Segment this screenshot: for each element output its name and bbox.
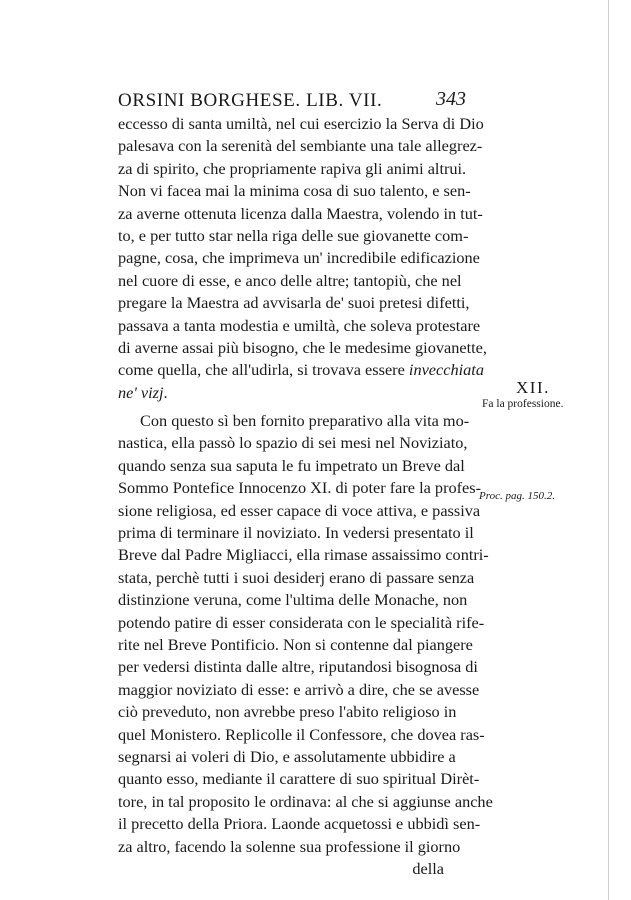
text-line: Breve dal Padre Migliacci, ella rimase assaissimo contri- [118,545,489,565]
text-line: passava a tanta modestia e umiltà, che soleva protestare [118,315,481,335]
margin-reference: Proc. pag. 150.2. [479,490,555,502]
text-line: eccesso di santa umiltà, nel cui esercizio la Serva di Dio [118,114,484,133]
text-line: quel Monistero. Replicolle il Confessore, che dovea ras- [118,724,485,744]
text-line: pagne, cosa, che imprimeva un' incredibile edificazione [118,248,480,268]
text-line [118,359,484,381]
text-line: potendo patire di esser considerata con le specialità rife- [118,612,485,632]
end-punctuation: . [163,382,168,402]
running-title: ORSINI BORGHESE. LIB. VII. [118,90,383,111]
text-line: segnarsi ai voleri di Dio, e assolutamente ubbidire a [118,746,456,766]
text-line: Con questo sì ben fornito preparativo alla vita mo- [140,411,470,431]
text-line: quando senza sua saputa le fu impetrato un Breve dal [118,455,465,475]
text-line: stata, perchè tutti i suoi desiderj erano di passare senza [118,567,475,587]
catchword: della [412,858,444,878]
text-line: sione religiosa, ed esser capace di voce attiva, e passiva [118,500,481,520]
text-line: maggior noviziato di esse: e arrivò a dire, che se avesse [118,679,480,699]
page-edge [608,0,609,900]
text-line: to, e per tutto star nella riga delle sue giovanette com- [118,225,469,245]
text-line: nel cuore di esse, e anco delle altre; tantopiù, che nel [118,270,462,290]
text-segment: come quella, che all'udirla, si trovava essere [118,360,405,380]
text-line: di averne assai più bisogno, che le medesime giovanette, [118,337,487,357]
text-line: za di spirito, che propriamente rapiva gli animi altrui. [118,158,467,178]
text-line: distinzione veruna, come l'ultima delle Monache, non [118,590,468,610]
text-line: Sommo Pontefice Innocenzo XI. di poter fare la profes- [118,478,482,498]
text-line: prima di terminare il noviziato. In vedersi presentato il [118,523,474,543]
text-line: za altro, facendo la solenne sua professione il giorno [118,836,461,856]
text-line: nastica, ella passò lo spazio di sei mesi nel Noviziato, [118,433,468,453]
text-line: tore, in tal proposito le ordinava: al che si aggiunse anche [118,791,493,811]
margin-section-title: Fa la professione. [482,398,564,410]
text-line: il precetto della Priora. Laonde acquetossi e ubbidì sen- [118,814,481,834]
text-line: ciò preveduto, non avrebbe preso l'abito religioso in [118,702,457,722]
text-line: za averne ottenuta licenza dalla Maestra, volendo in tut- [118,203,483,223]
text-line: per vedersi distinta dalle altre, riputandosi bisognosa di [118,657,478,677]
italic-phrase: invecchiata [408,360,484,380]
text-line: palesava con la serenità del sembiante una tale allegrez- [118,136,483,156]
page-number: 343 [436,88,466,110]
italic-phrase: ne' vizj [118,382,164,402]
text-line: rite nel Breve Pontificio. Non si contenne dal piangere [118,634,473,654]
body-text [118,113,493,880]
text-line: pregare la Maestra ad avvisarla de' suoi pretesi difetti, [118,293,470,313]
text-line [118,382,444,404]
text-line: quanto esso, mediante il carattere di suo spiritual Dirèt- [118,769,480,789]
margin-section-number: XII. [516,378,550,397]
text-line: Non vi facea mai la minima cosa di suo talento, e sen- [118,181,471,201]
